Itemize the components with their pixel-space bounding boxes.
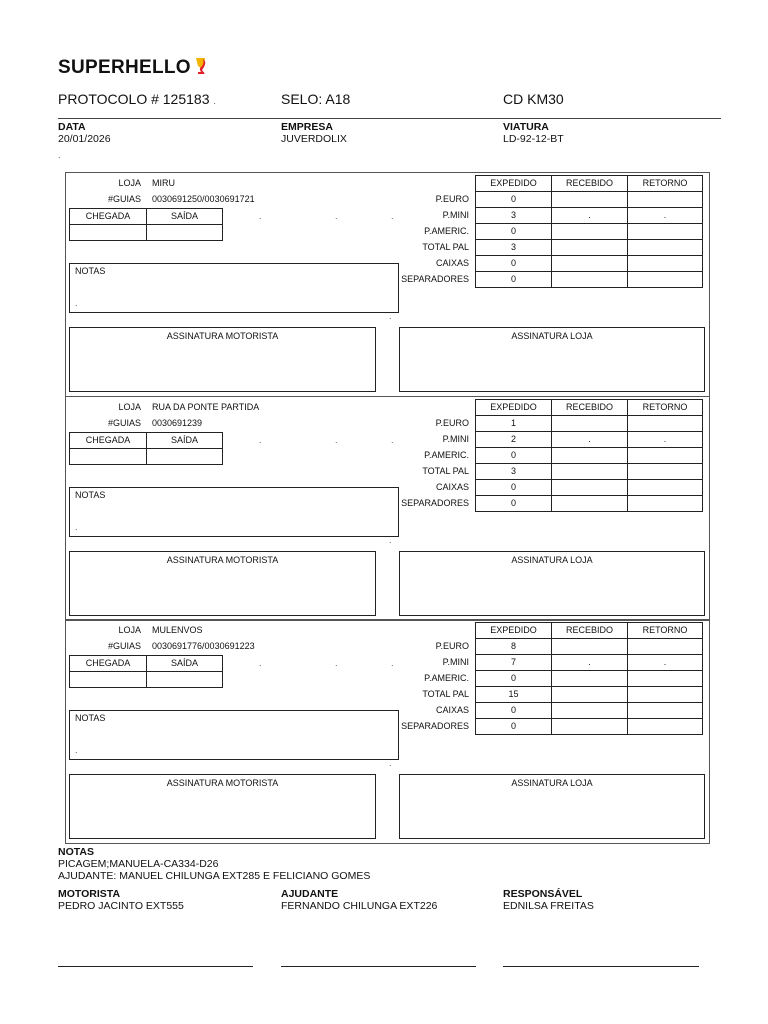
footer-notas-label: NOTAS xyxy=(58,846,94,858)
expedido-peuro: 1 xyxy=(475,415,552,432)
spacer-dot: . xyxy=(335,211,338,221)
delivery-section xyxy=(65,619,710,844)
column-header-retorno: RETORNO xyxy=(627,622,703,639)
notes-box[interactable] xyxy=(69,487,399,537)
recebido-pameric[interactable] xyxy=(551,223,628,240)
retorno-separadores[interactable] xyxy=(627,718,703,735)
column-header-retorno: RETORNO xyxy=(627,175,703,192)
guias-label: #GUIAS xyxy=(107,418,141,428)
spacer-dot: . xyxy=(259,658,262,668)
expedido-pmini: 2 xyxy=(475,431,552,448)
recebido-caixas[interactable] xyxy=(551,479,628,496)
retorno-totalpal[interactable] xyxy=(627,686,703,703)
expedido-separadores: 0 xyxy=(475,271,552,288)
expedido-totalpal: 3 xyxy=(475,463,552,480)
expedido-caixas: 0 xyxy=(475,255,552,272)
notes-dot: . xyxy=(75,522,78,532)
recebido-pameric[interactable] xyxy=(551,670,628,687)
loja-value: RUA DA PONTE PARTIDA xyxy=(152,402,260,412)
retorno-pameric[interactable] xyxy=(627,670,703,687)
ajudante-value: FERNANDO CHILUNGA EXT226 xyxy=(281,900,438,912)
recebido-caixas[interactable] xyxy=(551,255,628,272)
signature-loja-box[interactable]: ASSINATURA LOJA xyxy=(399,774,705,839)
signature-line-ajudante xyxy=(281,966,476,967)
chegada-header: CHEGADA xyxy=(69,655,147,672)
spacer-dot: . xyxy=(335,435,338,445)
notes-label: NOTAS xyxy=(75,713,106,723)
retorno-peuro[interactable] xyxy=(627,191,703,208)
spacer-dot: . xyxy=(389,535,392,545)
row-label-caixas: CAIXAS xyxy=(435,258,469,268)
expedido-pameric: 0 xyxy=(475,447,552,464)
footer-notas-line2: AJUDANTE: MANUEL CHILUNGA EXT285 E FELICIANO GOMES xyxy=(58,870,371,882)
expedido-pmini: 3 xyxy=(475,207,552,224)
guias-value: 0030691239 xyxy=(152,418,203,428)
saida-input[interactable] xyxy=(146,671,223,688)
row-label-totalpal: TOTAL PAL xyxy=(422,242,469,252)
row-label-peuro: P.EURO xyxy=(435,641,469,651)
data-label: DATA xyxy=(58,121,86,133)
row-label-pmini: P.MINI xyxy=(442,210,469,220)
spacer-dot: . xyxy=(335,658,338,668)
spacer-dot: . xyxy=(391,658,394,668)
ajudante-label: AJUDANTE xyxy=(281,888,339,900)
row-label-totalpal: TOTAL PAL xyxy=(422,689,469,699)
saida-header: SAÍDA xyxy=(146,432,223,449)
loja-value: MIRU xyxy=(152,178,175,188)
footer-notas-line1: PICAGEM;MANUELA-CA334-D26 xyxy=(58,858,219,870)
notes-dot: . xyxy=(75,745,78,755)
row-label-pmini: P.MINI xyxy=(442,657,469,667)
responsavel-label: RESPONSÁVEL xyxy=(503,888,583,900)
retorno-pameric[interactable] xyxy=(627,447,703,464)
guias-value: 0030691250/0030691721 xyxy=(152,194,255,204)
row-label-totalpal: TOTAL PAL xyxy=(422,466,469,476)
signature-line-responsavel xyxy=(503,966,699,967)
spacer-dot: . xyxy=(259,211,262,221)
retorno-caixas[interactable] xyxy=(627,702,703,719)
retorno-peuro[interactable] xyxy=(627,415,703,432)
row-label-separadores: SEPARADORES xyxy=(401,498,469,508)
row-label-pameric: P.AMERIC. xyxy=(424,450,469,460)
spacer-dot: . xyxy=(389,758,392,768)
recebido-peuro[interactable] xyxy=(551,638,628,655)
recebido-separadores[interactable] xyxy=(551,718,628,735)
row-label-separadores: SEPARADORES xyxy=(401,274,469,284)
retorno-peuro[interactable] xyxy=(627,638,703,655)
loja-label: LOJA xyxy=(118,625,141,635)
column-header-expedido: EXPEDIDO xyxy=(475,622,552,639)
recebido-pameric[interactable] xyxy=(551,447,628,464)
loja-label: LOJA xyxy=(118,178,141,188)
signature-loja-box[interactable]: ASSINATURA LOJA xyxy=(399,551,705,616)
responsavel-value: EDNILSA FREITAS xyxy=(503,900,594,912)
chegada-header: CHEGADA xyxy=(69,208,147,225)
expedido-peuro: 8 xyxy=(475,638,552,655)
retorno-separadores[interactable] xyxy=(627,271,703,288)
signature-motorista-box[interactable]: ASSINATURA MOTORISTA xyxy=(69,327,376,392)
chegada-input[interactable] xyxy=(69,224,147,241)
trophy-logo-icon xyxy=(193,56,209,76)
recebido-totalpal[interactable] xyxy=(551,686,628,703)
info-dot: . xyxy=(58,150,61,160)
logo-text: SUPERHELLO xyxy=(58,57,191,78)
viatura-value: LD-92-12-BT xyxy=(503,133,564,145)
chegada-header: CHEGADA xyxy=(69,432,147,449)
expedido-pameric: 0 xyxy=(475,670,552,687)
spacer-dot: . xyxy=(391,211,394,221)
signature-motorista-box[interactable]: ASSINATURA MOTORISTA xyxy=(69,774,376,839)
retorno-caixas[interactable] xyxy=(627,255,703,272)
retorno-pameric[interactable] xyxy=(627,223,703,240)
motorista-value: PEDRO JACINTO EXT555 xyxy=(58,900,184,912)
notes-dot: . xyxy=(75,298,78,308)
column-header-expedido: EXPEDIDO xyxy=(475,175,552,192)
retorno-totalpal[interactable] xyxy=(627,239,703,256)
signature-loja-box[interactable]: ASSINATURA LOJA xyxy=(399,327,705,392)
chegada-input[interactable] xyxy=(69,671,147,688)
saida-header: SAÍDA xyxy=(146,208,223,225)
row-label-peuro: P.EURO xyxy=(435,418,469,428)
company-logo xyxy=(58,56,209,79)
column-header-recebido: RECEBIDO xyxy=(551,622,628,639)
expedido-pmini: 7 xyxy=(475,654,552,671)
expedido-caixas: 0 xyxy=(475,702,552,719)
viatura-label: VIATURA xyxy=(503,121,549,133)
column-header-retorno: RETORNO xyxy=(627,399,703,416)
recebido-pmini[interactable]: . xyxy=(551,207,628,224)
notes-box[interactable] xyxy=(69,263,399,313)
column-header-recebido: RECEBIDO xyxy=(551,175,628,192)
chegada-input[interactable] xyxy=(69,448,147,465)
retorno-pmini[interactable]: . xyxy=(627,431,703,448)
recebido-peuro[interactable] xyxy=(551,191,628,208)
selo-label: SELO: A18 xyxy=(281,91,351,107)
notes-label: NOTAS xyxy=(75,266,106,276)
guias-label: #GUIAS xyxy=(107,641,141,651)
recebido-pmini[interactable]: . xyxy=(551,654,628,671)
spacer-dot: . xyxy=(259,435,262,445)
column-header-recebido: RECEBIDO xyxy=(551,399,628,416)
row-label-caixas: CAIXAS xyxy=(435,482,469,492)
row-label-pmini: P.MINI xyxy=(442,434,469,444)
saida-header: SAÍDA xyxy=(146,655,223,672)
row-label-caixas: CAIXAS xyxy=(435,705,469,715)
cd-label: CD KM30 xyxy=(503,91,564,107)
expedido-caixas: 0 xyxy=(475,479,552,496)
loja-value: MULENVOS xyxy=(152,625,203,635)
recebido-peuro[interactable] xyxy=(551,415,628,432)
expedido-totalpal: 15 xyxy=(475,686,552,703)
recebido-totalpal[interactable] xyxy=(551,463,628,480)
retorno-separadores[interactable] xyxy=(627,495,703,512)
recebido-separadores[interactable] xyxy=(551,495,628,512)
row-label-pameric: P.AMERIC. xyxy=(424,226,469,236)
column-header-expedido: EXPEDIDO xyxy=(475,399,552,416)
recebido-caixas[interactable] xyxy=(551,702,628,719)
recebido-totalpal[interactable] xyxy=(551,239,628,256)
expedido-separadores: 0 xyxy=(475,495,552,512)
guias-value: 0030691776/0030691223 xyxy=(152,641,255,651)
empresa-value: JUVERDOLIX xyxy=(281,133,347,145)
row-label-peuro: P.EURO xyxy=(435,194,469,204)
saida-input[interactable] xyxy=(146,448,223,465)
saida-input[interactable] xyxy=(146,224,223,241)
expedido-separadores: 0 xyxy=(475,718,552,735)
signature-motorista-box[interactable]: ASSINATURA MOTORISTA xyxy=(69,551,376,616)
header-divider xyxy=(58,118,721,119)
row-label-separadores: SEPARADORES xyxy=(401,721,469,731)
data-value: 20/01/2026 xyxy=(58,133,111,145)
recebido-separadores[interactable] xyxy=(551,271,628,288)
guias-label: #GUIAS xyxy=(107,194,141,204)
expedido-totalpal: 3 xyxy=(475,239,552,256)
delivery-section xyxy=(65,172,710,397)
expedido-peuro: 0 xyxy=(475,191,552,208)
loja-label: LOJA xyxy=(118,402,141,412)
delivery-section xyxy=(65,396,710,621)
signature-line-motorista xyxy=(58,966,253,967)
retorno-pmini[interactable]: . xyxy=(627,207,703,224)
retorno-caixas[interactable] xyxy=(627,479,703,496)
spacer-dot: . xyxy=(389,311,392,321)
expedido-pameric: 0 xyxy=(475,223,552,240)
row-label-pameric: P.AMERIC. xyxy=(424,673,469,683)
protocol-number: PROTOCOLO # 125183 . xyxy=(58,91,216,107)
notes-label: NOTAS xyxy=(75,490,106,500)
motorista-label: MOTORISTA xyxy=(58,888,121,900)
recebido-pmini[interactable]: . xyxy=(551,431,628,448)
retorno-pmini[interactable]: . xyxy=(627,654,703,671)
empresa-label: EMPRESA xyxy=(281,121,333,133)
notes-box[interactable] xyxy=(69,710,399,760)
retorno-totalpal[interactable] xyxy=(627,463,703,480)
spacer-dot: . xyxy=(391,435,394,445)
